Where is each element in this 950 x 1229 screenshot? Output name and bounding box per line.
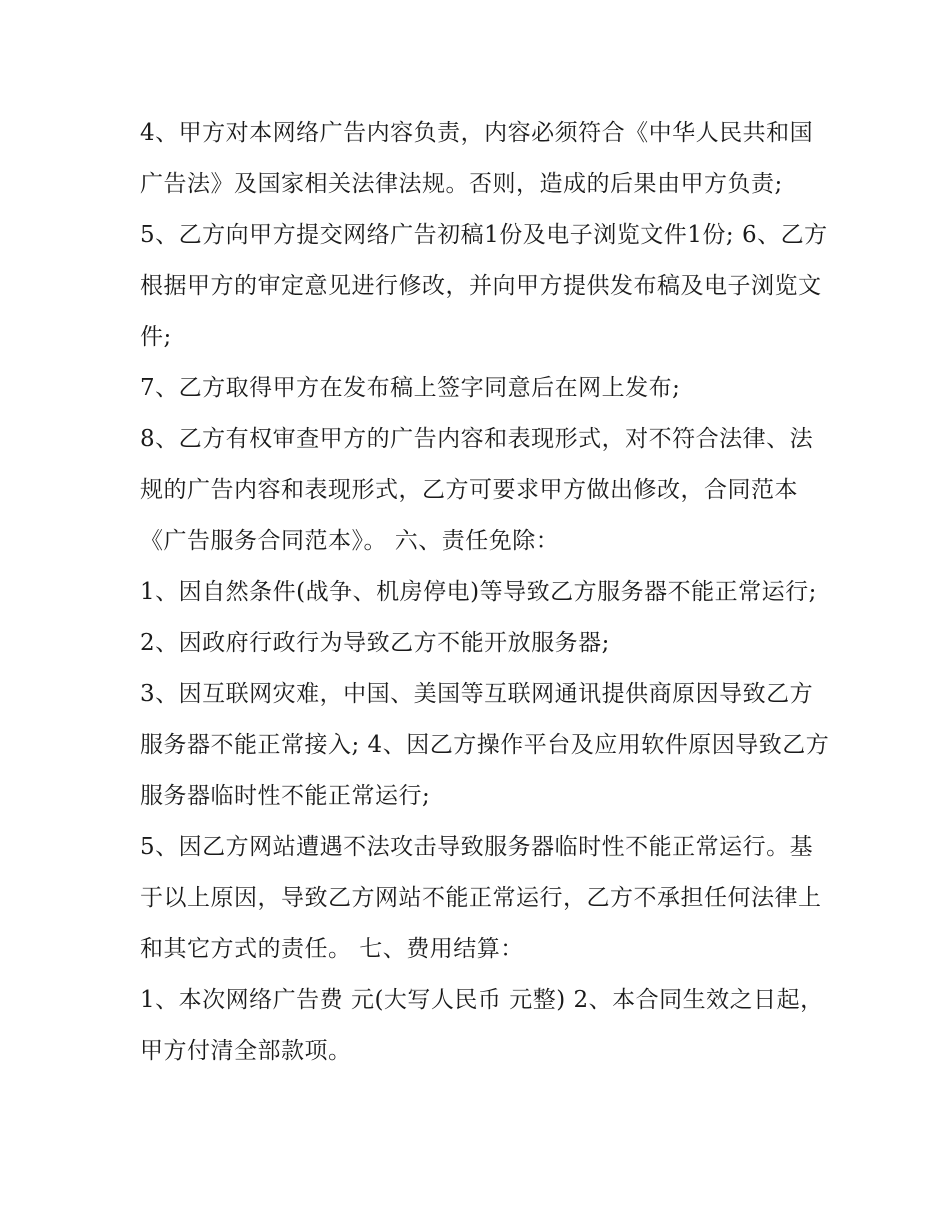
paragraph-exemption-1-2: 1、因自然条件(战争、机房停电)等导致乙方服务器不能正常运行; 2、因政府行政行为导致乙方不能开放服务器; — [140, 579, 817, 656]
paragraph-clause-5-6: 5、乙方向甲方提交网络广告初稿1份及电子浏览文件1份; 6、乙方根据甲方的审定意见进行修改，并向甲方提供发布稿及电子浏览文件; — [140, 222, 828, 350]
document-body — [140, 108, 830, 1077]
paragraph-exemption-3-4: 3、因互联网灾难，中国、美国等互联网通讯提供商原因导致乙方服务器不能正常接入; 4、因乙方操作平台及应用软件原因导致乙方服务器临时性不能正常运行; — [140, 681, 830, 809]
paragraph-clause-7: 7、乙方取得甲方在发布稿上签字同意后在网上发布; — [140, 375, 681, 401]
paragraph-clause-8: 8、乙方有权审查甲方的广告内容和表现形式，对不符合法律、法规的广告内容和表现形式，乙方可要求甲方做出修改，合同范本《广告服务合同范本》。 六、责任免除： — [140, 426, 814, 554]
paragraph-clause-4: 4、甲方对本网络广告内容负责，内容必须符合《中华人民共和国广告法》及国家相关法律法规。否则，造成的后果由甲方负责; — [140, 120, 814, 197]
paragraph-fee-settlement: 1、本次网络广告费 元(大写人民币 元整) 2、本合同生效之日起，甲方付清全部款项。 — [140, 987, 824, 1064]
paragraph-exemption-5: 5、因乙方网站遭遇不法攻击导致服务器临时性不能正常运行。基于以上原因，导致乙方网站不能正常运行，乙方不承担任何法律上和其它方式的责任。 七、费用结算： — [140, 834, 822, 962]
